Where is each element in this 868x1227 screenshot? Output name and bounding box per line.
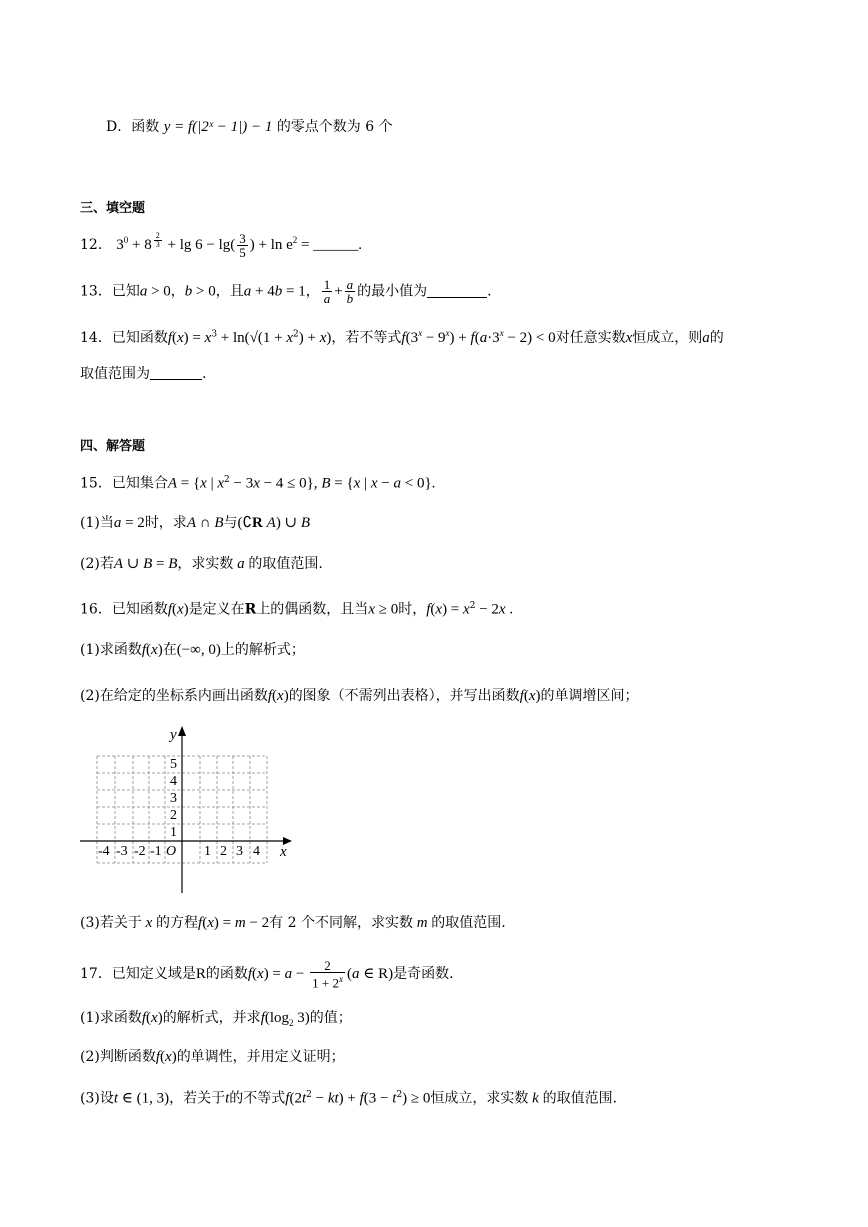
x-tick-label: -3 [116, 844, 128, 859]
q14-of: 的 [709, 330, 724, 346]
q14-function: f [167, 330, 172, 346]
y-tick-label: 5 [170, 757, 177, 772]
q16-p2-b: 的图象（不需列出表格），并写出函数 [288, 688, 520, 704]
q14-for: 对任意实数 [555, 330, 626, 346]
question-15-part2: (2)若A ∪ B = B，求实数 a 的取值范围. [80, 556, 323, 572]
q15-p2-b: ，求实数 [177, 556, 234, 572]
q16-intro: 16．已知函数 [80, 601, 168, 618]
q14-range: 取值范围为 [80, 366, 150, 382]
question-16: 16．已知函数f(x)是定义在R上的偶函数，且当x ≥ 0时，$f(x) = x^2 - 2x$ . [80, 601, 514, 618]
question-16-part3: (3)若关于 x 的方程f(x) = m − 2有 2 个不同解，求实数 m 的取值范围. [80, 915, 506, 931]
x-axis-label: x [280, 844, 287, 860]
q15-p1-a: (1)当 [80, 515, 114, 531]
q13-number: 13．已知 [80, 283, 140, 300]
question-17-part2: (2)判断函数f(x)的单调性，并用定义证明； [80, 1049, 345, 1065]
q17-p2-a: (2)判断函数 [80, 1049, 156, 1065]
q17-p3-a: (3)设 [80, 1090, 114, 1107]
q17-p1-b: 的解析式，并求 [162, 1010, 261, 1026]
q15-intro: 15．已知集合 [80, 475, 168, 492]
q16-p3-a: (3)若关于 [80, 915, 142, 931]
question-14-line1: 14．已知函数$f(x) = x^3 + \ln(√(1 + x^2) + x)$，若不等式$f(3^x - 9^x) + f(a\cdot 3^x - 2) < 0$对任意实数x恒成立，则a的 [80, 328, 724, 346]
q13-frac-1: $\frac{1}{a}$ [323, 277, 331, 306]
y-tick-label: 4 [170, 774, 177, 789]
q12-tail: = ______. [301, 237, 362, 253]
section-3-title: 三、填空题 [80, 201, 146, 216]
question-15-part1: (1)当a = 2时，求A ∩ B与(∁R A) ∪ B [80, 515, 311, 531]
q16-b: 上的偶函数，且当 [256, 601, 369, 618]
q16-p1-c: 上的解析式； [220, 642, 305, 658]
origin-label: O [166, 844, 177, 859]
q15-p2-a: (2)若 [80, 556, 114, 572]
y-axis-arrow [178, 726, 186, 736]
q17-b: 是奇函数. [393, 966, 454, 983]
q14-if: ，若不等式 [331, 330, 402, 346]
question-14-line2 [80, 364, 206, 384]
q17-p2-b: 的单调性，并用定义证明； [176, 1049, 345, 1065]
q17-frac: $\frac{2}{1 + 2^x}$ [312, 958, 343, 991]
question-17-part3: (3)设t ∈ (1, 3)，若关于t的不等式$f(2t^2 - kt) + f(3 - t^2) \ge 0$恒成立，求实数 k 的取值范围. [80, 1090, 618, 1107]
option-d-tail: 的零点个数为 6 个 [276, 119, 393, 135]
q13-blank [427, 283, 487, 298]
q14-blank [150, 365, 202, 380]
q13-sep2: ， [305, 283, 320, 300]
q14-holds: 恒成立，则 [632, 330, 703, 346]
q12-expression: $3^0 + 8$ $^{\frac{2}{3}}$ + lg 6 − lg( $\frac{3}{5}$ ) + $\ln e^2$ [116, 231, 298, 261]
q13-ask: 的最小值为 [357, 283, 428, 300]
coordinate-grid [80, 723, 300, 895]
y-axis-label: y [170, 727, 177, 743]
q16-p2-a: (2)在给定的坐标系内画出函数 [80, 688, 268, 704]
question-17: 17．已知定义域是R的函数f(x) = a − $\frac{2}{1 + 2^x}$ (a ∈ R)是奇函数. [80, 958, 454, 991]
q16-p1-a: (1)求函数 [80, 642, 142, 658]
q16-p3-b: 的方程 [156, 915, 199, 931]
y-tick-label: 1 [170, 825, 177, 840]
option-d-formula: y = f(|2ˣ − 1|) − 1 [163, 119, 273, 135]
q16-p2-c: 的单调增区间； [540, 688, 639, 704]
q16-a: 是定义在 [188, 601, 245, 618]
q17-p3-d: 恒成立，求实数 [430, 1090, 529, 1107]
q15-p1-c: 与 [223, 515, 238, 531]
q16-p3-d: 的取值范围. [431, 915, 506, 931]
x-tick-label: -2 [134, 844, 146, 859]
q17-p1-a: (1)求函数 [80, 1010, 142, 1026]
q13-cond-a: a [139, 283, 148, 300]
q13-and: ，且 [215, 283, 244, 300]
q17-p3-e: 的取值范围. [542, 1090, 618, 1107]
q17-intro: 17．已知定义域是 [80, 966, 196, 983]
x-tick-label: -1 [150, 844, 162, 859]
question-13: 13．已知a > 0，b > 0，且a + 4b = 1， $\frac{1}{a}$ + $\frac{a}{b}$ 的最小值为 . [80, 277, 492, 306]
x-tick-label: 1 [204, 844, 211, 859]
q13-frac-2: $\frac{a}{b}$ [346, 277, 354, 306]
q14-intro: 14．已知函数 [80, 330, 168, 346]
x-tick-label: -4 [98, 844, 110, 859]
x-tick-label: 3 [236, 844, 243, 859]
q17-p3-c: 的不等式 [229, 1090, 286, 1107]
q13-tail: . [487, 283, 492, 300]
q16-p1-b: 在 [162, 642, 177, 658]
q12-number: 12． [80, 237, 112, 253]
question-16-part2: (2)在给定的坐标系内画出函数f(x)的图象（不需列出表格），并写出函数f(x)的单调增区间； [80, 688, 639, 704]
question-17-part1: (1)求函数f(x)的解析式，并求$f(\log_2$ 3)的值； [80, 1010, 352, 1028]
x-tick-label: 2 [220, 844, 227, 859]
x-tick-label: 4 [253, 844, 260, 859]
section-4-title: 四、解答题 [80, 439, 146, 454]
y-tick-label: 2 [170, 808, 177, 823]
q17-p1-c: 的值； [309, 1010, 352, 1026]
q14-tail: . [202, 366, 207, 382]
question-15: 15．已知集合A = {x | $x^2 - 3x - 4 \le 0$}, B = {x | x − a < 0}. [80, 475, 436, 492]
q17-a: 的函数 [205, 966, 248, 983]
q16-c: 时， [398, 601, 427, 618]
q15-p1-b: 时，求 [144, 515, 187, 531]
question-16-part1: (1)求函数f(x)在(−∞, 0)上的解析式； [80, 642, 305, 658]
q16-p3-c: 有 2 个不同解，求实数 [269, 915, 413, 931]
option-d-label: D．函数 [106, 119, 160, 135]
option-d [106, 117, 393, 137]
q15-p2-c: 的取值范围. [248, 556, 323, 572]
q13-sep: ， [170, 283, 185, 300]
question-12 [80, 230, 362, 259]
y-tick-label: 3 [170, 791, 177, 806]
q17-p3-b: ，若关于 [169, 1090, 226, 1107]
